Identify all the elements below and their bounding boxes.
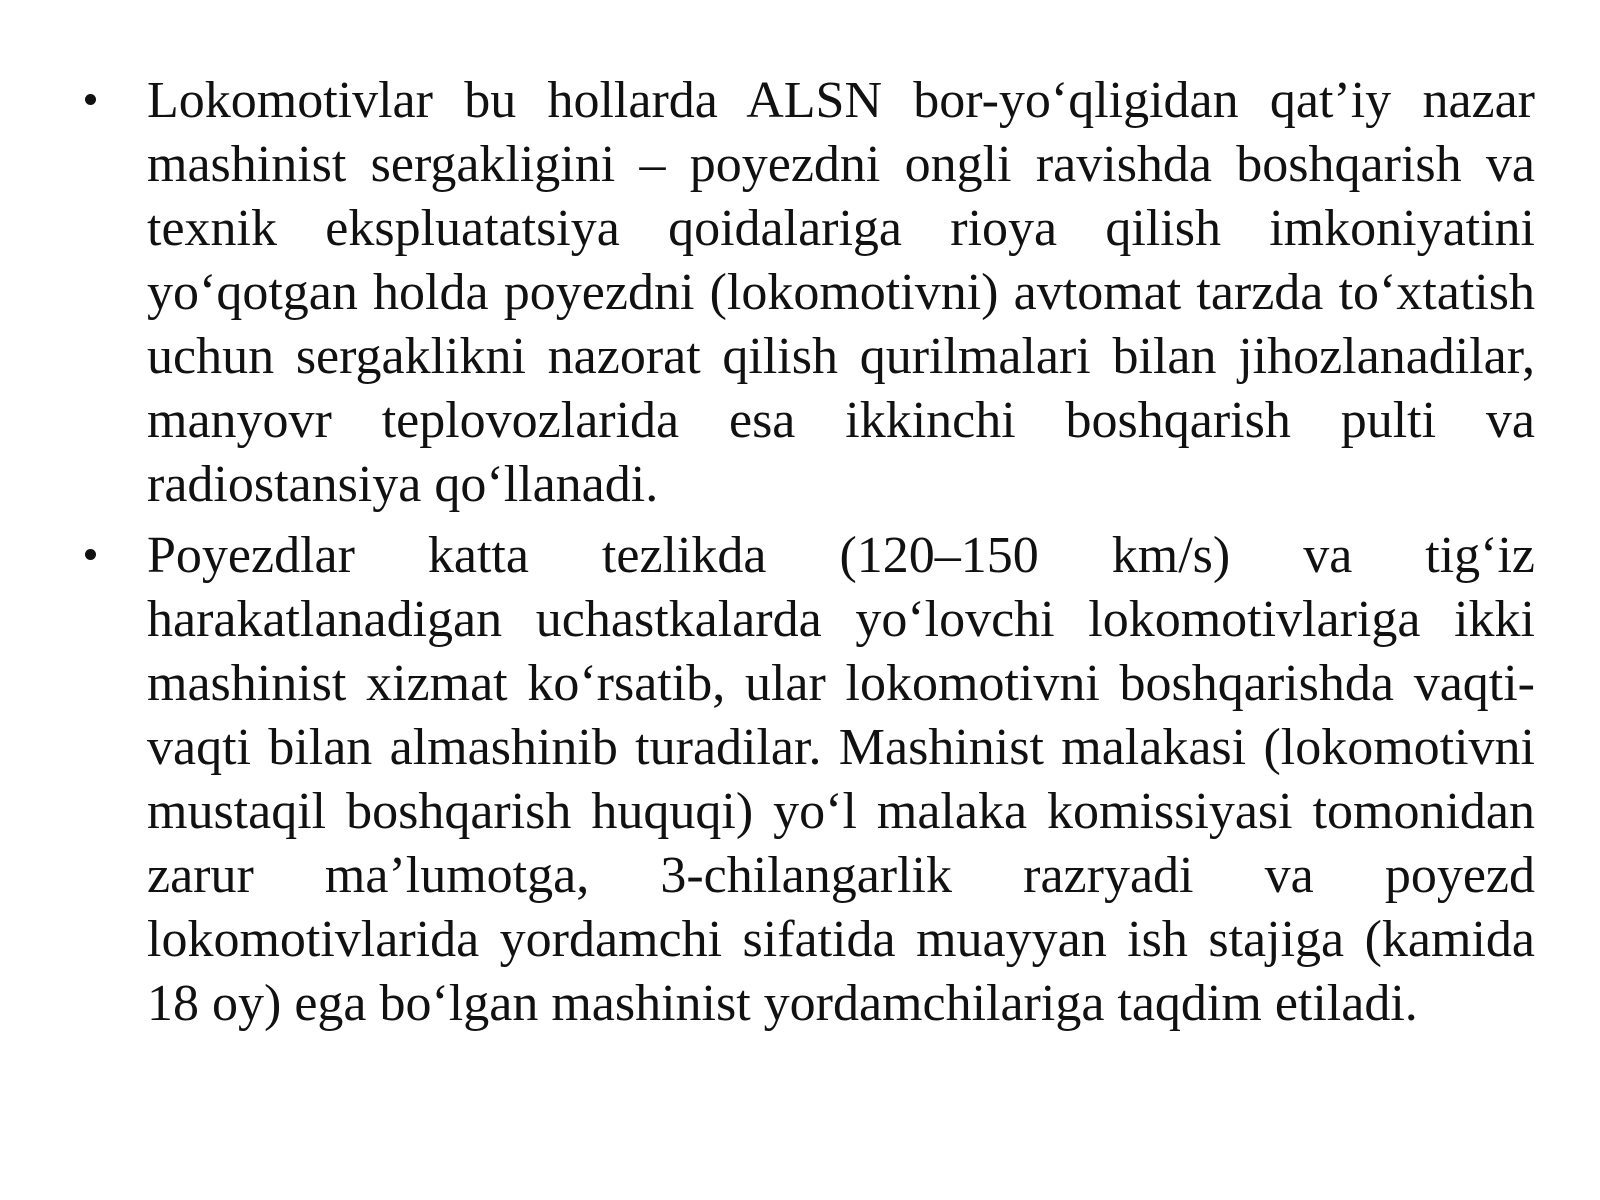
bullet-item-2 <box>85 524 1535 1036</box>
bullet-list <box>85 69 1535 1043</box>
bullet-icon <box>85 549 96 560</box>
bullet-item-1 <box>85 69 1535 517</box>
bullet-text: Poyezdlar katta tezlikda (120–150 km/s) va tig‘iz harakatlanadigan uchastkalarda yo‘lovchi lokomotivlariga ikki mashinist xizmat ko‘rsatib, ular lokomotivni boshqarishda vaqti-vaqti bilan almashinib turadilar. Mashinist malakasi (lokomotivni mustaqil boshqarish huquqi) yo‘l malaka komissiyasi tomonidan zarur ma’lumotga, 3-chilangarlik razryadi va poyezd lokomotivlarida yordamchi sifatida muayyan ish stajiga (kamida 18 oy) ega bo‘lgan mashinist yordamchilariga taqdim etiladi. <box>147 527 1535 1032</box>
bullet-icon <box>85 94 96 105</box>
bullet-text: Lokomotivlar bu hollarda ALSN bor-yo‘qligidan qat’iy nazar mashinist sergakligini – poyezdni ongli ravishda boshqarish va texnik ekspluatatsiya qoidalariga rioya qilish imkoniyatini yo‘qotgan holda poyezdni (lokomotivni) avtomat tarzda to‘xtatish uchun sergaklikni nazorat qilish qurilmalari bilan jihozlanadilar, manyovr teplovozlarida esa ikkinchi boshqarish pulti va radiostansiya qo‘llanadi. <box>147 72 1535 513</box>
